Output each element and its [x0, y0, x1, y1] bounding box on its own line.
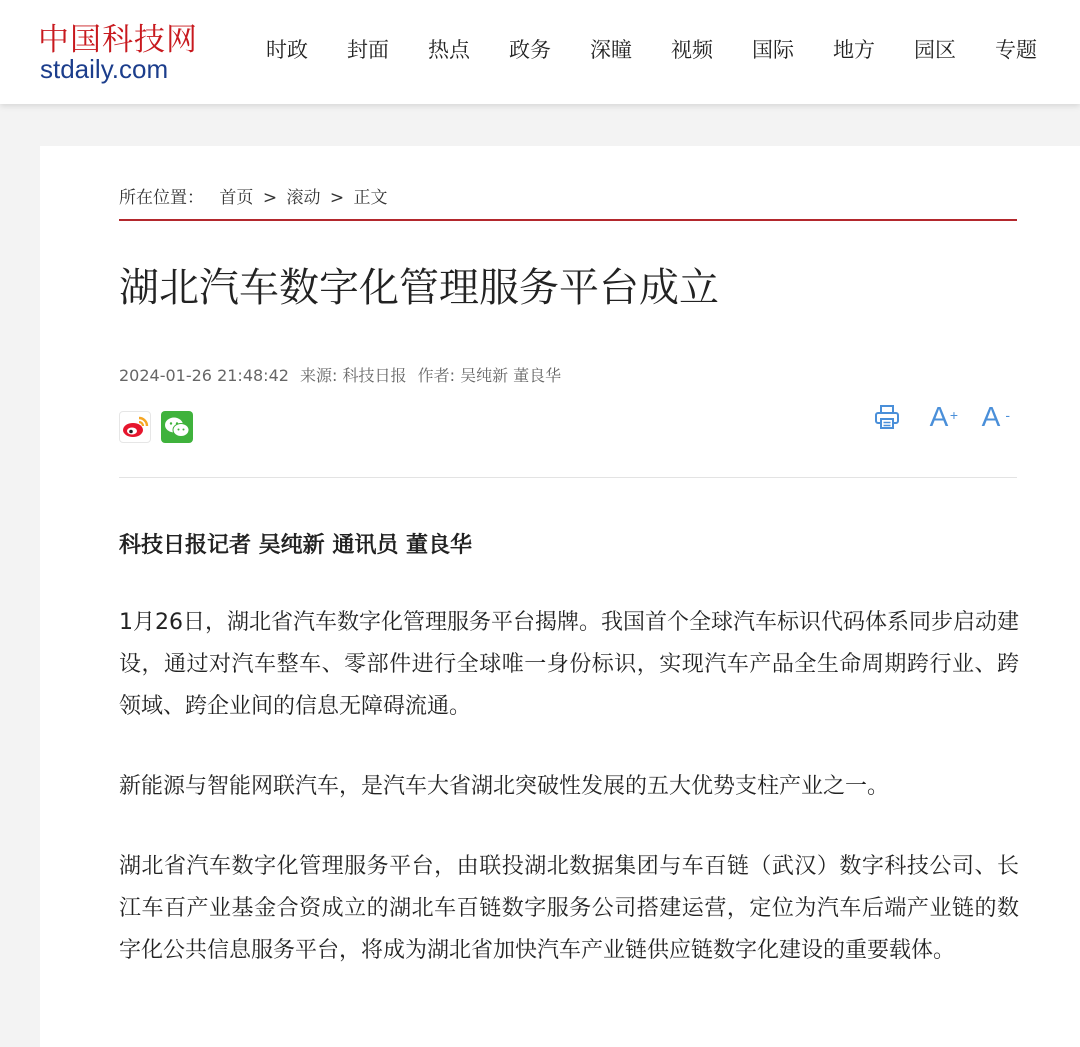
meta-divider	[119, 477, 1017, 478]
logo-chinese-text: 中国科技网	[38, 22, 198, 58]
breadcrumb-current: 正文	[353, 188, 388, 208]
article-body	[119, 526, 1019, 1010]
font-decrease-icon[interactable]	[976, 400, 1010, 434]
article-title: 湖北汽车数字化管理服务平台成立	[119, 265, 719, 311]
nav-item-fengmian[interactable]: 封面	[347, 38, 389, 62]
article-author: 作者: 吴纯新 董良华	[417, 366, 562, 385]
logo-domain-text: stdaily.com	[40, 54, 169, 84]
breadcrumb-separator: >	[262, 188, 278, 208]
font-decrease-letter: A	[981, 401, 1001, 432]
nav-item-zhuanti[interactable]: 专题	[995, 38, 1037, 62]
nav-item-shentong[interactable]: 深瞳	[590, 38, 632, 62]
nav-item-shizheng[interactable]: 时政	[266, 38, 308, 62]
breadcrumb-home[interactable]: 首页	[219, 188, 254, 208]
print-icon[interactable]	[872, 400, 902, 434]
font-increase-icon[interactable]	[924, 400, 958, 434]
nav-item-yuanqu[interactable]: 园区	[914, 38, 956, 62]
site-header	[0, 0, 1080, 104]
article-meta	[119, 363, 567, 389]
nav-item-shipin[interactable]: 视频	[671, 38, 713, 62]
print-glyph	[874, 404, 900, 430]
font-increase-letter: A	[929, 401, 949, 432]
breadcrumb-scroll[interactable]: 滚动	[286, 188, 321, 208]
breadcrumb-separator: >	[329, 188, 345, 208]
article-paragraph: 1月26日，湖北省汽车数字化管理服务平台揭牌。我国首个全球汽车标识代码体系同步启动建设，通过对汽车整车、零部件进行全球唯一身份标识，实现汽车产品全生命周期跨行业、跨领域、跨企业间的信息无障碍流通。	[119, 610, 1019, 719]
nav-item-redian[interactable]: 热点	[428, 38, 470, 62]
article-paragraph: 新能源与智能网联汽车，是汽车大省湖北突破性发展的五大优势支柱产业之一。	[119, 774, 890, 799]
font-decrease-minus: -	[1005, 407, 1010, 423]
weibo-icon[interactable]	[119, 411, 151, 443]
article-source: 来源: 科技日报	[300, 366, 407, 385]
article-paragraph: 湖北省汽车数字化管理服务平台，由联投湖北数据集团与车百链（武汉）数字科技公司、长江车百产业基金合资成立的湖北车百链数字服务公司搭建运营，定位为汽车后端产业链的数字化公共信息服务平台，将成为湖北省加快汽车产业链供应链数字化建设的重要载体。	[119, 854, 1019, 963]
breadcrumb-prefix: 所在位置：	[119, 188, 204, 208]
nav-item-guoji[interactable]: 国际	[752, 38, 794, 62]
nav-item-difang[interactable]: 地方	[833, 38, 875, 62]
wechat-glyph	[164, 416, 190, 438]
article-tools	[872, 400, 1010, 434]
breadcrumb	[119, 186, 388, 210]
wechat-icon[interactable]	[161, 411, 193, 443]
main-nav	[266, 32, 1076, 68]
breadcrumb-divider	[119, 219, 1017, 221]
font-increase-plus: +	[949, 407, 958, 423]
site-logo[interactable]	[38, 22, 198, 86]
article-datetime: 2024-01-26 21:48:42	[119, 366, 289, 385]
article-byline: 科技日报记者 吴纯新 通讯员 董良华	[119, 533, 472, 558]
article-card	[40, 146, 1080, 1047]
weibo-glyph	[121, 415, 149, 439]
nav-item-zhengwu[interactable]: 政务	[509, 38, 551, 62]
share-bar	[119, 411, 193, 443]
